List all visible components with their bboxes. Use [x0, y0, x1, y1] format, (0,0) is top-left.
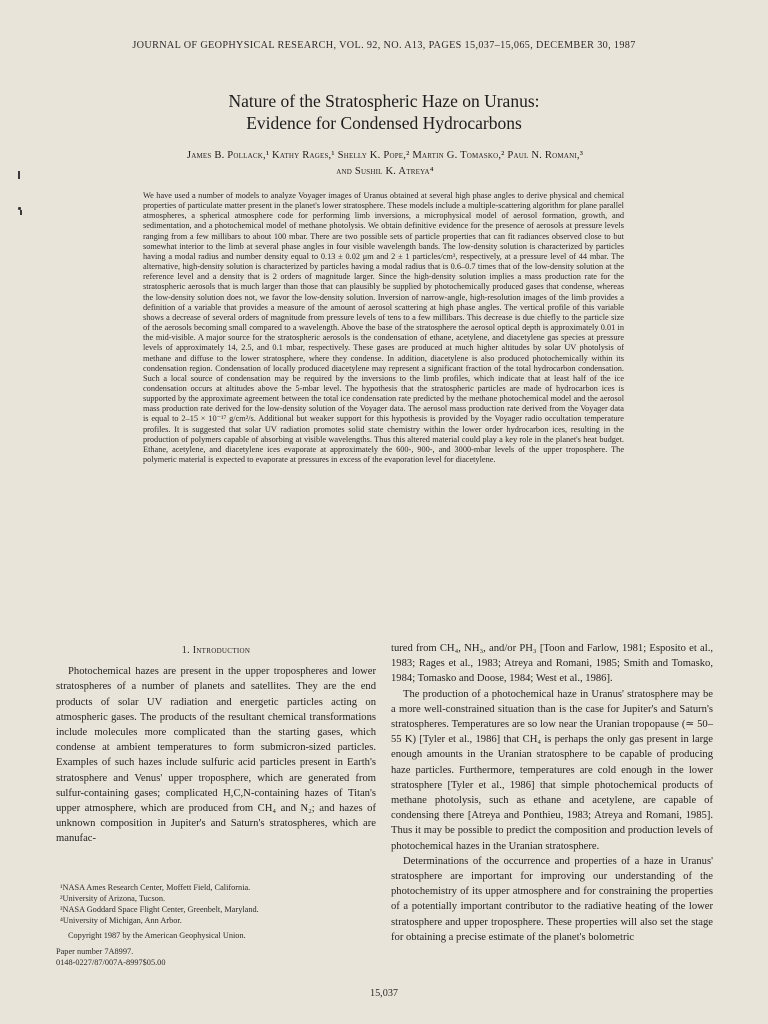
abstract: We have used a number of models to analyze Voyager images of Uranus obtained at several high phase angles to derive physical and chemical properties of particulate matter present in the planet's lower stratosphere. These models include a multiple-scattering algorithm for plane parallel atmospheres, a spherical atmosphere code for performing limb inversions, a microphysical model of aerosol formation, growth, and sedimentation, and a photochemical model of methane photolysis. We obtain definitive evidence for the presence of aerosols at pressure levels ranging from a few millibars to about 100 mbar. There are two possible sets of particle properties that can fit radiances observed close to but somewhat interior to the limb at several phase angles in four visible wavelength bands. The low-density solution is characterized by particles having a modal radius and number density equal to 0.13 ± 0.02 μm and 2 ± 1 particles/cm³, respectively, at a pressure level of 44 mbar. The alternative, high-density solution is characterized by particles having a modal radius that is 0.6–0.7 times that of the low-density solution at the reference level and a density that is 2 orders of magnitude larger. Since the high-density solution implies a mass production rate for the stratospheric aerosols that is much larger than those that can plausibly be supplied by photochemically produced gases that condense, whereas the low-density solution does not, we favor the low-density solution. Inversion of narrow-angle, high-resolution images of the limb provides a definition of a variable that provides a measure of the amount of aerosol scattering at high phase angles. The vertical profile of this variable shows a decrease of several orders of magnitude from pressure levels of tens to a few millibars. This decrease is due chiefly to the particle size of the aerosols becoming small compared to a wavelength. Above the base of the stratosphere the aerosol optical depth is approximately 0.01 in the mid-visible. A major source for the stratospheric aerosols is the condensation of ethane, acetylene, and diacetylene gas species at pressure levels of approximately 14, 2.5, and 0.1 mbar, respectively. These gases are produced at much higher altitudes by solar UV photolysis of methane and diffuse to the lower stratosphere, where they condense. In addition, diacetylene is also produced photochemically within its condensation region. Condensation of locally produced diacetylene may represent a significant fraction of the total hydrocarbon condensation. Such a local source of condensation may be required by the inversions to the limb profiles, which indicate that at least half of the ice condensation occurs at altitudes above the 5-mbar level. The hypothesis that the stratospheric particles are made of hydrocarbon ices is supported by the approximate agreement between the total ice condensation rate predicted by the methane photochemical model and the aerosol mass production rate derived for the low-density solution of the Voyager data. The aerosol mass production rate derived from the Voyager data is equal to 2–15 × 10⁻¹⁷ g/cm²/s. Additional but weaker support for this hypothesis is provided by the Voyager radio occultation temperature profiles. It is suggested that solar UV radiation promotes solid state chemistry within the lower order hydrocarbon ices, resulting in the production of polymers capable of absorbing at visible wavelengths. Thus this altered material could play a key role in the planet's heat budget. Ethane, acetylene, and diacetylene ices evaporate at approximately the 600-, 900-, and 3000-mbar levels of the upper troposphere. The polymeric material is expected to evaporate at pressures in excess of the evaporation level for diacetylene. — [143, 191, 624, 465]
left-column — [56, 643, 376, 847]
author-list — [60, 148, 710, 180]
authors-line-2: and Sushil K. Atreya⁴ — [336, 166, 434, 177]
authors-line-1: James B. Pollack,¹ Kathy Rages,¹ Shelly K. Pope,² Martin G. Tomasko,² Paul N. Romani,³ — [186, 150, 584, 161]
affiliation-footnote: ³NASA Goddard Space Flight Center, Greenbelt, Maryland. — [60, 905, 259, 914]
issn-code: 0148-0227/87/007A-8997$05.00 — [56, 958, 166, 967]
affiliation-footnote: ²University of Arizona, Tucson. — [60, 894, 166, 903]
paper-title — [0, 90, 768, 134]
intro-paragraph: Photochemical hazes are present in the upper tropospheres and lower stratospheres of a number of planets and satellites. They are the end products of solar UV radiation and energetic particles acting on atmospheric gases. The products of the resultant chemical transformations include molecules more complicated than the starting gases, which condense at ambient temperatures to form submicron-sized particles. Examples of such hazes include sulfuric acid particles present in Earth's stratosphere and Venus' upper troposphere, which are generated from sulfur-containing gases; complicated H,C,N-containing hazes of Titan's upper atmosphere, which are produced from CH₄ and N₂; and hazes of unknown composition in Jupiter's and Saturn's stratospheres, which are manufac- — [56, 666, 376, 845]
copyright-notice: Copyright 1987 by the American Geophysical Union. — [68, 931, 246, 940]
journal-header: JOURNAL OF GEOPHYSICAL RESEARCH, VOL. 92, NO. A13, PAGES 15,037–15,065, DECEMBER 30, 1987 — [132, 40, 636, 51]
page-number: 15,037 — [369, 988, 398, 999]
title-line-2: Evidence for Condensed Hydrocarbons — [246, 113, 522, 133]
body-paragraph: tured from CH₄, NH₃, and/or PH₃ [Toon and Farlow, 1981; Esposito et al., 1983; Rages et al., 1983; Atreya and Romani, 1985; Smith and Tomasko, 1984; Tomasko and Doose, 1984; West et al., 1986]. — [391, 643, 713, 685]
section-heading: 1. Introduction — [181, 645, 251, 656]
right-column — [391, 641, 713, 945]
paper-number: Paper number 7A8997. — [56, 947, 134, 956]
title-line-1: Nature of the Stratospheric Haze on Uranus: — [228, 91, 540, 111]
scan-mark — [18, 171, 20, 179]
affiliation-footnote: ¹NASA Ames Research Center, Moffett Field, California. — [60, 883, 251, 892]
footnotes — [56, 882, 376, 968]
affiliation-footnote: ⁴University of Michigan, Ann Arbor. — [60, 916, 182, 925]
scan-mark — [20, 210, 22, 215]
body-paragraph: The production of a photochemical haze in Uranus' stratosphere may be a more well-constrained situation than is the case for Jupiter's and Saturn's stratospheres. Temperatures are so low near the Uranian tropopause (≃ 50–55 K) [Tyler et al., 1986] that CH₄ is perhaps the only gas present in large enough amounts in the Uranian stratosphere to be capable of producing haze particles. Furthermore, temperatures are cold enough in the lower stratosphere [Tyler et al., 1986] that simple photochemical products of methane photolysis, such as ethane and acetylene, are capable of condensing there [Atreya and Ponthieu, 1983; Atreya and Romani, 1985]. Thus it may be possible to predict the composition and production levels of photochemical hazes in the Uranian stratosphere. — [391, 688, 713, 852]
body-paragraph: Determinations of the occurrence and properties of a haze in Uranus' stratosphere are important for improving our understanding of the photochemistry of its upper atmosphere and for constraining the properties of a potentially important contributor to the radiative heating of the lower stratosphere and upper troposphere. These properties will also set the stage for obtaining a precise estimate of the planet's bolometric — [391, 855, 713, 943]
